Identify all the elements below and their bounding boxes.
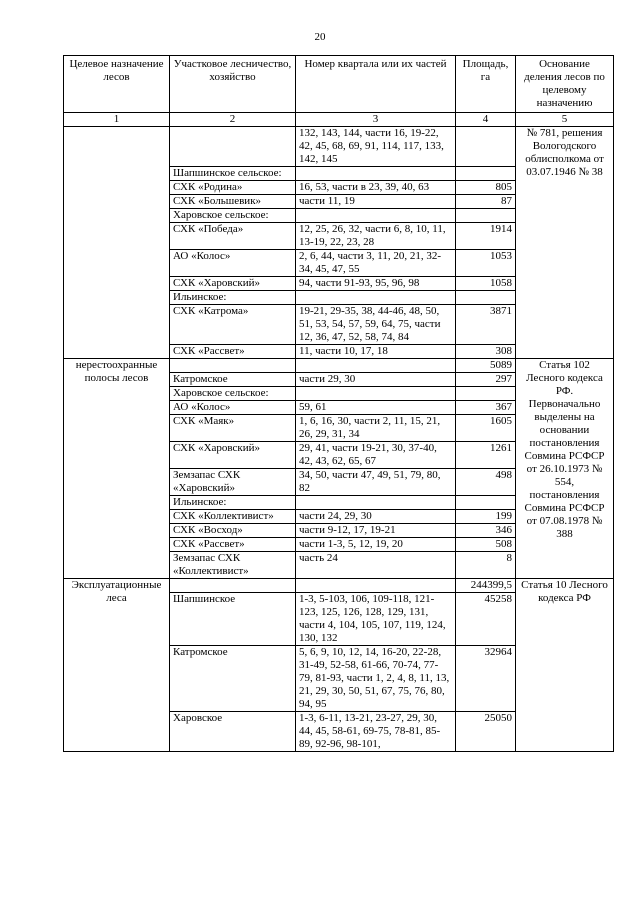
unit-cell: Катромское [170, 646, 296, 712]
unit-cell: СХК «Харовский» [170, 277, 296, 291]
quarters-cell: 5, 6, 9, 10, 12, 14, 16-20, 22-28, 31-49, 52-58, 61-66, 70-74, 77-79, 81-93, части 1, 2, 4, 8, 11, 13, 21, 29, 30, 50, 51, 67, 75, 76, 80, 94, 95 [296, 646, 456, 712]
area-total-cell: 244399,5 [456, 579, 516, 593]
area-cell: 508 [456, 538, 516, 552]
quarters-cell: 12, 25, 26, 32, части 6, 8, 10, 11, 13-19, 22, 23, 28 [296, 223, 456, 250]
quarters-cell: 59, 61 [296, 401, 456, 415]
quarters-cell: 132, 143, 144, части 16, 19-22, 42, 45, 68, 69, 91, 114, 117, 133, 142, 145 [296, 127, 456, 167]
area-cell: 297 [456, 373, 516, 387]
area-cell: 1261 [456, 442, 516, 469]
unit-cell [170, 359, 296, 373]
area-cell: 25050 [456, 712, 516, 752]
quarters-cell: часть 24 [296, 552, 456, 579]
area-cell: 1605 [456, 415, 516, 442]
area-cell: 3871 [456, 305, 516, 345]
quarters-cell [296, 579, 456, 593]
unit-cell: АО «Колос» [170, 401, 296, 415]
area-cell: 308 [456, 345, 516, 359]
quarters-cell [296, 167, 456, 181]
header-row [64, 56, 614, 113]
column-number: 5 [516, 113, 614, 127]
quarters-cell: 29, 41, части 19-21, 30, 37-40, 42, 43, 62, 65, 67 [296, 442, 456, 469]
quarters-cell: 34, 50, части 47, 49, 51, 79, 80, 82 [296, 469, 456, 496]
table-body [64, 127, 614, 752]
column-number: 1 [64, 113, 170, 127]
quarters-cell: части 24, 29, 30 [296, 510, 456, 524]
unit-cell: СХК «Большевик» [170, 195, 296, 209]
table-row [64, 127, 614, 167]
unit-cell: СХК «Победа» [170, 223, 296, 250]
quarters-cell [296, 209, 456, 223]
area-cell [456, 167, 516, 181]
unit-cell [170, 579, 296, 593]
area-cell: 1914 [456, 223, 516, 250]
header-unit: Участковое лесничество, хозяйство [170, 56, 296, 113]
header-purpose: Целевое назначение лесов [64, 56, 170, 113]
column-number: 4 [456, 113, 516, 127]
area-cell: 87 [456, 195, 516, 209]
unit-cell: СХК «Маяк» [170, 415, 296, 442]
quarters-cell: части 1-3, 5, 12, 19, 20 [296, 538, 456, 552]
unit-cell: АО «Колос» [170, 250, 296, 277]
unit-cell: Харовское сельское: [170, 387, 296, 401]
area-cell [456, 387, 516, 401]
unit-cell: Харовское сельское: [170, 209, 296, 223]
forest-purpose-table [63, 55, 614, 752]
quarters-cell [296, 291, 456, 305]
area-cell: 805 [456, 181, 516, 195]
quarters-cell: 1, 6, 16, 30, части 2, 11, 15, 21, 26, 29, 31, 34 [296, 415, 456, 442]
quarters-cell: 11, части 10, 17, 18 [296, 345, 456, 359]
page-number: 20 [314, 31, 326, 43]
group-total-row [64, 579, 614, 593]
column-number: 2 [170, 113, 296, 127]
quarters-cell: 94, части 91-93, 95, 96, 98 [296, 277, 456, 291]
area-cell: 498 [456, 469, 516, 496]
area-cell: 199 [456, 510, 516, 524]
header-basis: Основание деления лесов по целевому назначению [516, 56, 614, 113]
unit-cell: Харовское [170, 712, 296, 752]
unit-cell: СХК «Рассвет» [170, 345, 296, 359]
area-cell [456, 496, 516, 510]
unit-cell: СХК «Катрома» [170, 305, 296, 345]
unit-cell: Шапшинское [170, 593, 296, 646]
unit-cell [170, 127, 296, 167]
area-cell [456, 291, 516, 305]
basis-cell: № 781, решения Вологодского облисполкома от 03.07.1946 № 38 [516, 127, 614, 359]
area-cell [456, 127, 516, 167]
purpose-cell [64, 127, 170, 359]
quarters-cell: 16, 53, части в 23, 39, 40, 63 [296, 181, 456, 195]
area-cell [456, 209, 516, 223]
unit-cell: Катромское [170, 373, 296, 387]
unit-cell: Ильинское: [170, 291, 296, 305]
purpose-cell: Эксплуатационные леса [64, 579, 170, 752]
area-total-cell: 5089 [456, 359, 516, 373]
basis-cell: Статья 102 Лесного кодекса РФ. Первоначально выделены на основании постановления Совмина РСФСР от 26.10.1973 № 554, постановления Совмина РСФСР от 07.08.1978 № 388 [516, 359, 614, 579]
quarters-cell: части 11, 19 [296, 195, 456, 209]
header-area: Площадь, га [456, 56, 516, 113]
unit-cell: СХК «Родина» [170, 181, 296, 195]
quarters-cell: 1-3, 6-11, 13-21, 23-27, 29, 30, 44, 45, 58-61, 69-75, 78-81, 85-89, 92-96, 98-101, [296, 712, 456, 752]
quarters-cell [296, 359, 456, 373]
quarters-cell: части 9-12, 17, 19-21 [296, 524, 456, 538]
unit-cell: СХК «Харовский» [170, 442, 296, 469]
area-cell: 45258 [456, 593, 516, 646]
quarters-cell [296, 496, 456, 510]
header-quarters: Номер квартала или их частей [296, 56, 456, 113]
area-cell: 367 [456, 401, 516, 415]
area-cell: 1058 [456, 277, 516, 291]
area-cell: 346 [456, 524, 516, 538]
quarters-cell: 1-3, 5-103, 106, 109-118, 121-123, 125, 126, 128, 129, 131, части 4, 104, 105, 107, 119, 124, 130, 132 [296, 593, 456, 646]
group-total-row [64, 359, 614, 373]
quarters-cell: части 29, 30 [296, 373, 456, 387]
column-number: 3 [296, 113, 456, 127]
unit-cell: Земзапас СХК «Харовский» [170, 469, 296, 496]
unit-cell: Шапшинское сельское: [170, 167, 296, 181]
unit-cell: СХК «Восход» [170, 524, 296, 538]
quarters-cell: 2, 6, 44, части 3, 11, 20, 21, 32-34, 45, 47, 55 [296, 250, 456, 277]
column-numbers-row [64, 113, 614, 127]
unit-cell: Земзапас СХК «Коллективист» [170, 552, 296, 579]
area-cell: 1053 [456, 250, 516, 277]
unit-cell: СХК «Коллективист» [170, 510, 296, 524]
quarters-cell: 19-21, 29-35, 38, 44-46, 48, 50, 51, 53, 54, 57, 59, 64, 75, части 12, 36, 47, 52, 58, 74, 84 [296, 305, 456, 345]
quarters-cell [296, 387, 456, 401]
unit-cell: Ильинское: [170, 496, 296, 510]
area-cell: 32964 [456, 646, 516, 712]
area-cell: 8 [456, 552, 516, 579]
unit-cell: СХК «Рассвет» [170, 538, 296, 552]
basis-cell: Статья 10 Лесного кодекса РФ [516, 579, 614, 752]
purpose-cell: нерестоохранные полосы лесов [64, 359, 170, 579]
